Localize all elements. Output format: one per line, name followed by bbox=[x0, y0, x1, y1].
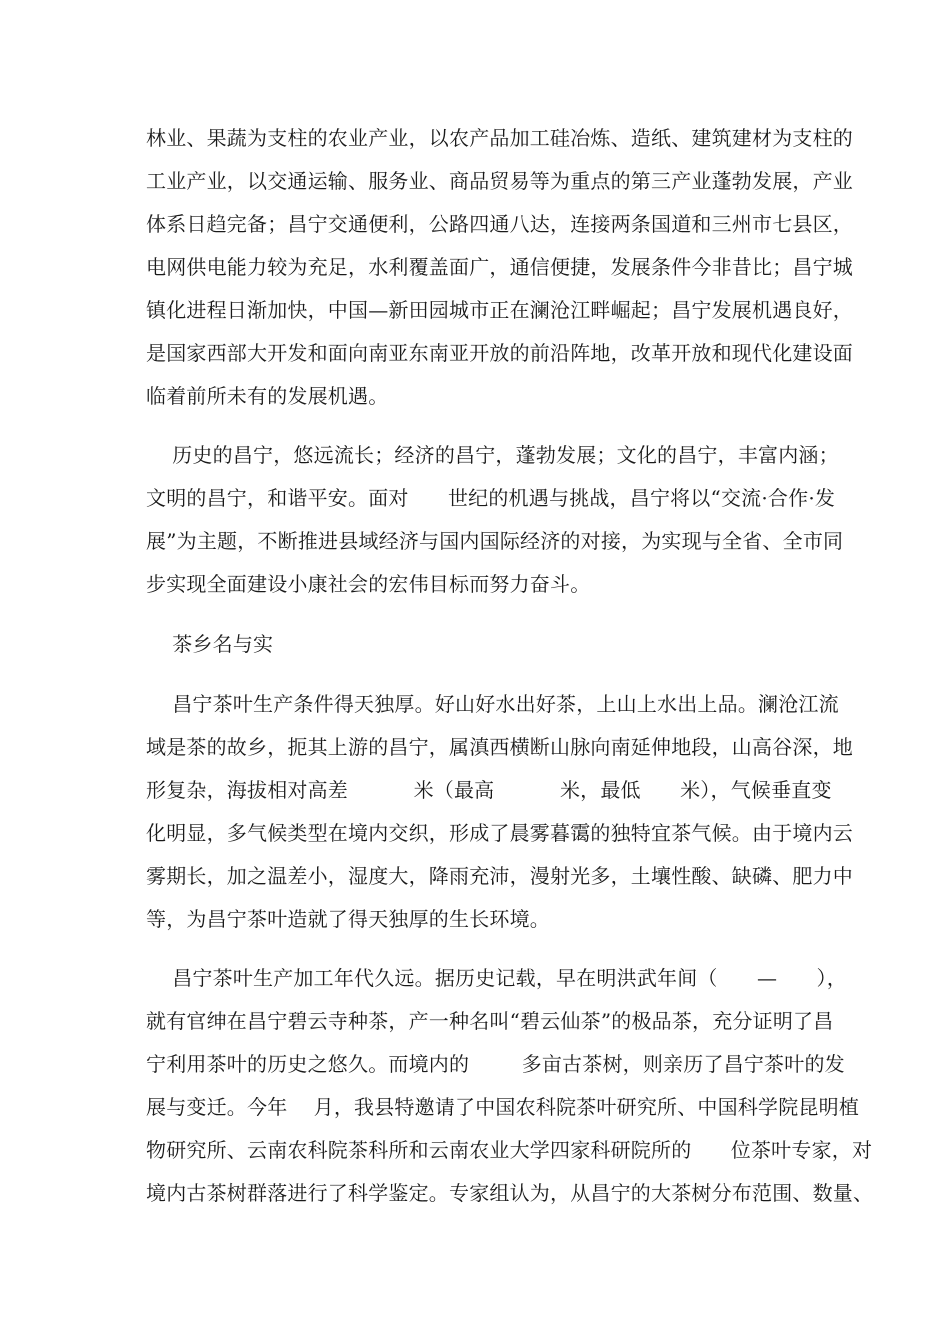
text-line: 化明显，多气候类型在境内交织，形成了晨雾暮霭的独特宜茶气候。由于境内云 bbox=[146, 821, 853, 845]
text-line: 历史的昌宁，悠远流长；经济的昌宁，蓬勃发展；文化的昌宁，丰富内涵； bbox=[146, 443, 839, 467]
text-line: 体系日趋完备；昌宁交通便利，公路四通八达，连接两条国道和三州市七县区， bbox=[146, 212, 853, 236]
text-line: 宁利用茶叶的历史之悠久。而境内的 多亩古茶树，则亲历了昌宁茶叶的发 bbox=[146, 1052, 845, 1076]
text-line: 物研究所、云南农科院茶科所和云南农业大学四家科研院所的 位茶叶专家，对 bbox=[146, 1138, 873, 1162]
text-line: 电网供电能力较为充足，水利覆盖面广，通信便捷，发展条件今非昔比；昌宁城 bbox=[146, 255, 853, 279]
text-line: 昌宁茶叶生产加工年代久远。据历史记载，早在明洪武年间（ — ）， bbox=[146, 966, 847, 990]
text-line: 工业产业，以交通运输、服务业、商品贸易等为重点的第三产业蓬勃发展，产业 bbox=[146, 169, 853, 193]
text-line: 步实现全面建设小康社会的宏伟目标而努力奋斗。 bbox=[146, 572, 591, 596]
text-line: 镇化进程日渐加快，中国—新田园城市正在澜沧江畔崛起；昌宁发展机遇良好， bbox=[146, 298, 853, 322]
text-line: 临着前所未有的发展机遇。 bbox=[146, 384, 389, 408]
section-title: 茶乡名与实 bbox=[146, 632, 274, 656]
text-line: 域是茶的故乡，扼其上游的昌宁，属滇西横断山脉向南延伸地段，山高谷深，地 bbox=[146, 735, 853, 759]
text-line: 林业、果蔬为支柱的农业产业，以农产品加工硅冶炼、造纸、建筑建材为支柱的 bbox=[146, 126, 853, 150]
text-line: 雾期长，加之温差小，湿度大，降雨充沛，漫射光多，土壤性酸、缺磷、肥力中 bbox=[146, 864, 853, 888]
text-line: 文明的昌宁，和谐平安。面对 世纪的机遇与挑战，昌宁将以“交流·合作·发 bbox=[146, 486, 836, 510]
text-line: 境内古茶树群落进行了科学鉴定。专家组认为，从昌宁的大茶树分布范围、数量、 bbox=[146, 1181, 874, 1205]
text-line: 等，为昌宁茶叶造就了得天独厚的生长环境。 bbox=[146, 907, 550, 931]
text-line: 展与变迁。今年 月，我县特邀请了中国农科院茶叶研究所、中国科学院昆明植 bbox=[146, 1095, 860, 1119]
text-line: 就有官绅在昌宁碧云寺种茶，产一种名叫“碧云仙茶”的极品茶，充分证明了昌 bbox=[146, 1009, 834, 1033]
text-line: 形复杂，海拔相对高差 米（最高 米，最低 米），气候垂直变 bbox=[146, 778, 832, 802]
text-line: 展”为主题，不断推进县域经济与国内国际经济的对接，为实现与全省、全市同 bbox=[146, 529, 844, 553]
text-line: 是国家西部大开发和面向南亚东南亚开放的前沿阵地，改革开放和现代化建设面 bbox=[146, 341, 853, 365]
text-line: 昌宁茶叶生产条件得天独厚。好山好水出好茶，上山上水出上品。澜沧江流 bbox=[146, 692, 839, 716]
